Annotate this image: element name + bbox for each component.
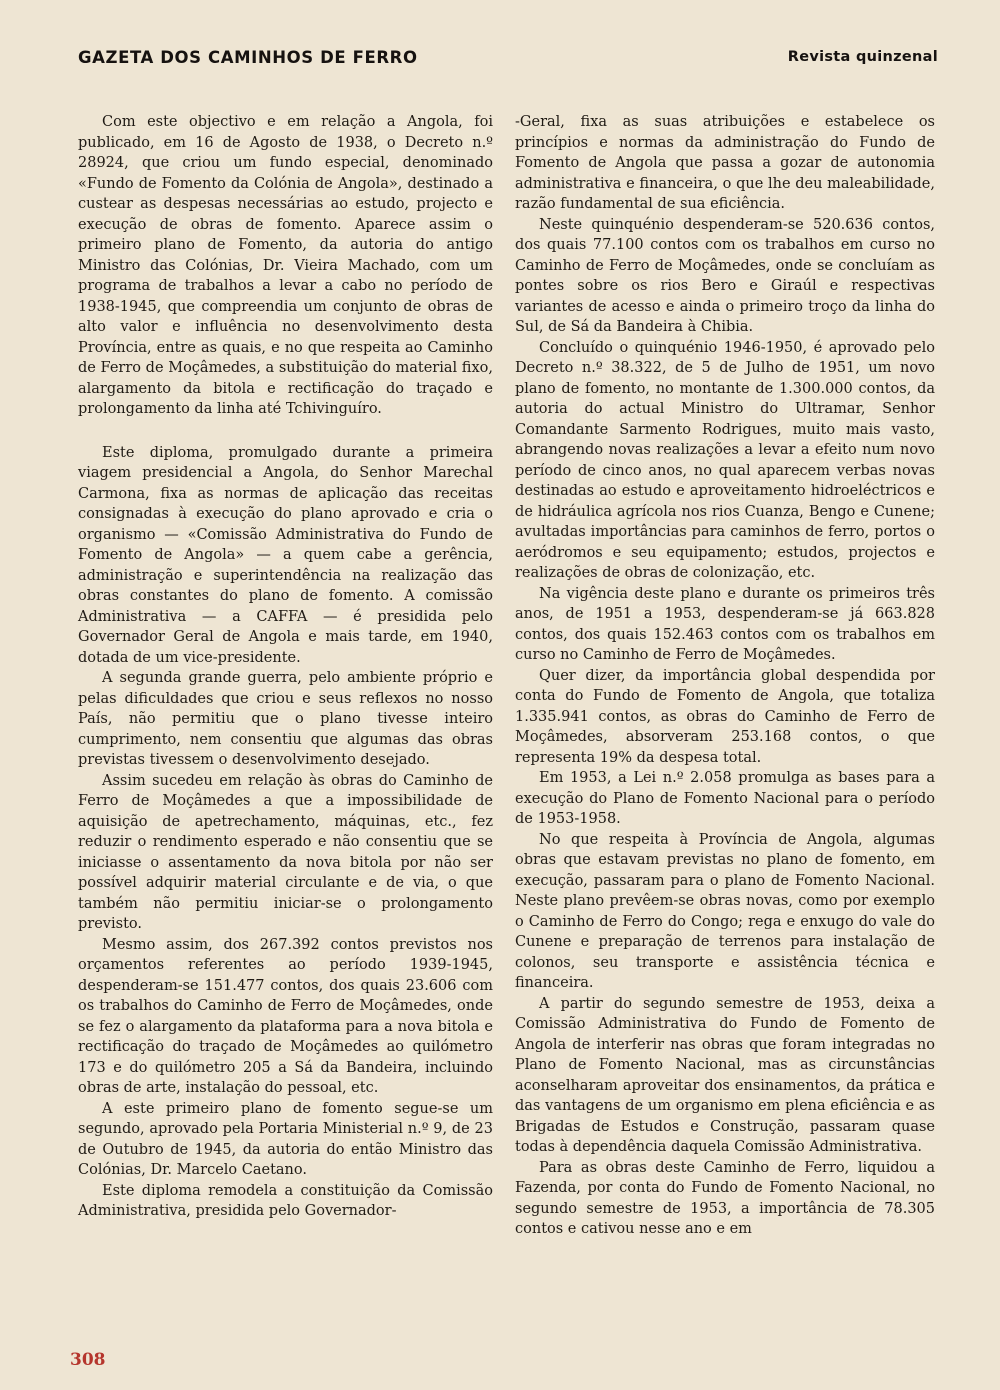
- paragraph: -Geral, fixa as suas atribuições e estabelece os princípios e normas da administração do Fundo de Fomento de Angola que passa a gozar de autonomia administrativa e financeira, o que lhe deu maleabilidade, razão fundamental de sua eficiência.: [515, 114, 935, 212]
- paragraph: No que respeita à Província de Angola, algumas obras que estavam previstas no plano de fomento, em execução, passaram para o plano de Fomento Nacional. Neste plano prevêem-se obras novas, como por exemplo o Caminho de Ferro do Congo; rega e enxugo do vale do Cunene e preparação de terrenos para instalação de colonos, seu transporte e assistência técnica e financeira.: [515, 831, 935, 991]
- left-column: [78, 112, 493, 1222]
- paragraph: Este diploma, promulgado durante a primeira viagem presidencial a Angola, do Senhor Marechal Carmona, fixa as normas de aplicação das receitas consignadas à execução do plano aprovado e cria o organismo — «Comissão Administrativa do Fundo de Fomento de Angola» — a quem cabe a gerência, administração e superintendência na realização das obras constantes do plano de fomento. A comissão Administrativa — a CAFFA — é presidida pelo Governador Geral de Angola e mais tarde, em 1940, dotada de um vice-presidente.: [78, 444, 493, 666]
- paragraph: Mesmo assim, dos 267.392 contos previstos nos orçamentos referentes ao período 1939-1945, despenderam-se 151.477 contos, dos quais 23.606 com os trabalhos do Caminho de Ferro de Moçâmedes, onde se fez o alargamento da plataforma para a nova bitola e rectificação do traçado de Moçâmedes ao quilómetro 173 e do quilómetro 205 a Sá da Bandeira, incluindo obras de arte, instalação do pessoal, etc.: [78, 936, 493, 1096]
- paragraph-gap: [78, 420, 493, 443]
- paragraph: Este diploma remodela a constituição da Comissão Administrativa, presidida pelo Governador-: [78, 1182, 493, 1219]
- publication-title: GAZETA DOS CAMINHOS DE FERRO: [78, 48, 418, 67]
- paragraph: A partir do segundo semestre de 1953, deixa a Comissão Administrativa do Fundo de Fomento de Angola de interferir nas obras que foram integradas no Plano de Fomento Nacional, mas as circunstâncias aconselharam aproveitar dos ensinamentos, da prática e das vantagens de um organismo em plena eficiência e as Brigadas de Estudos e Construção, passaram quase todas à dependência daquela Comissão Administrativa.: [515, 995, 935, 1155]
- paragraph: Concluído o quinquénio 1946-1950, é aprovado pelo Decreto n.º 38.322, de 5 de Julho de 1951, um novo plano de fomento, no montante de 1.300.000 contos, da autoria do actual Ministro do Ultramar, Senhor Comandante Sarmento Rodrigues, muito mais vasto, abrangendo novas realizações a levar a efeito num novo período de cinco anos, no qual aparecem verbas novas destinadas ao estudo e aproveitamento hidroeléctricos e de hidráulica agrícola nos rios Cuanza, Bengo e Cunene; avultadas importâncias para caminhos de ferro, portos o aeródromos e seu equipamento; estudos, projectos e realizações de obras de colonização, etc.: [515, 339, 935, 581]
- paragraph: Em 1953, a Lei n.º 2.058 promulga as bases para a execução do Plano de Fomento Nacional para o período de 1953-1958.: [515, 770, 935, 827]
- paragraph: A este primeiro plano de fomento segue-se um segundo, aprovado pela Portaria Ministerial n.º 9, de 23 de Outubro de 1945, da autoria do então Ministro das Colónias, Dr. Marcelo Caetano.: [78, 1100, 493, 1178]
- paragraph: Quer dizer, da importância global despendida por conta do Fundo de Fomento de Angola, que totaliza 1.335.941 contos, as obras do Caminho de Ferro de Moçâmedes, absorveram 253.168 contos, o que representa 19% da despesa total.: [515, 667, 935, 766]
- right-column: [515, 112, 935, 1240]
- paragraph: Para as obras deste Caminho de Ferro, liquidou a Fazenda, por conta do Fundo de Fomento Nacional, no segundo semestre de 1953, a importância de 78.305 contos e cativou nesse ano e em: [515, 1159, 935, 1237]
- page-number: 308: [70, 1350, 106, 1370]
- paragraph: Na vigência deste plano e durante os primeiros três anos, de 1951 a 1953, despenderam-se já 663.828 contos, dos quais 152.463 contos com os trabalhos em curso no Caminho de Ferro de Moçâmedes.: [515, 585, 935, 663]
- paragraph: Neste quinquénio despenderam-se 520.636 contos, dos quais 77.100 contos com os trabalhos em curso no Caminho de Ferro de Moçâmedes, onde se concluíam as pontes sobre os rios Bero e Giraúl e respectivas variantes de acesso e ainda o primeiro troço da linha do Sul, de Sá da Bandeira à Chibia.: [515, 216, 935, 335]
- paragraph: A segunda grande guerra, pelo ambiente próprio e pelas dificuldades que criou e seus reflexos no nosso País, não permitiu que o plano tivesse inteiro cumprimento, nem consentiu que algumas das obras previstas tivessem o desenvolvimento desejado.: [78, 670, 493, 768]
- paragraph: Assim sucedeu em relação às obras do Caminho de Ferro de Moçâmedes a que a impossibilidade de aquisição de apetrechamento, máquinas, etc., fez reduzir o rendimento esperado e não consentiu que se iniciasse o assentamento da nova bitola por não ser possível adquirir material circulante e de via, o que também não permitiu iniciar-se o prolongamento previsto.: [78, 772, 493, 932]
- running-header: [78, 48, 938, 76]
- paragraph: Com este objectivo e em relação a Angola, foi publicado, em 16 de Agosto de 1938, o Decreto n.º 28924, que criou um fundo especial, denominado «Fundo de Fomento da Colónia de Angola», destinado a custear as despesas necessárias ao estudo, projecto e execução de obras de fomento. Aparece assim o primeiro plano de Fomento, da autoria do antigo Ministro das Colónias, Dr. Vieira Machado, com um programa de trabalhos a levar a cabo no período de 1938-1945, que compreendia um conjunto de obras de alto valor e influência no desenvolvimento desta Província, entre as quais, e no que respeita ao Caminho de Ferro de Moçâmedes, a substituição do material fixo, alargamento da bitola e rectificação do traçado e prolongamento da linha até Tchivinguíro.: [78, 114, 493, 417]
- publication-frequency: Revista quinzenal: [787, 49, 938, 65]
